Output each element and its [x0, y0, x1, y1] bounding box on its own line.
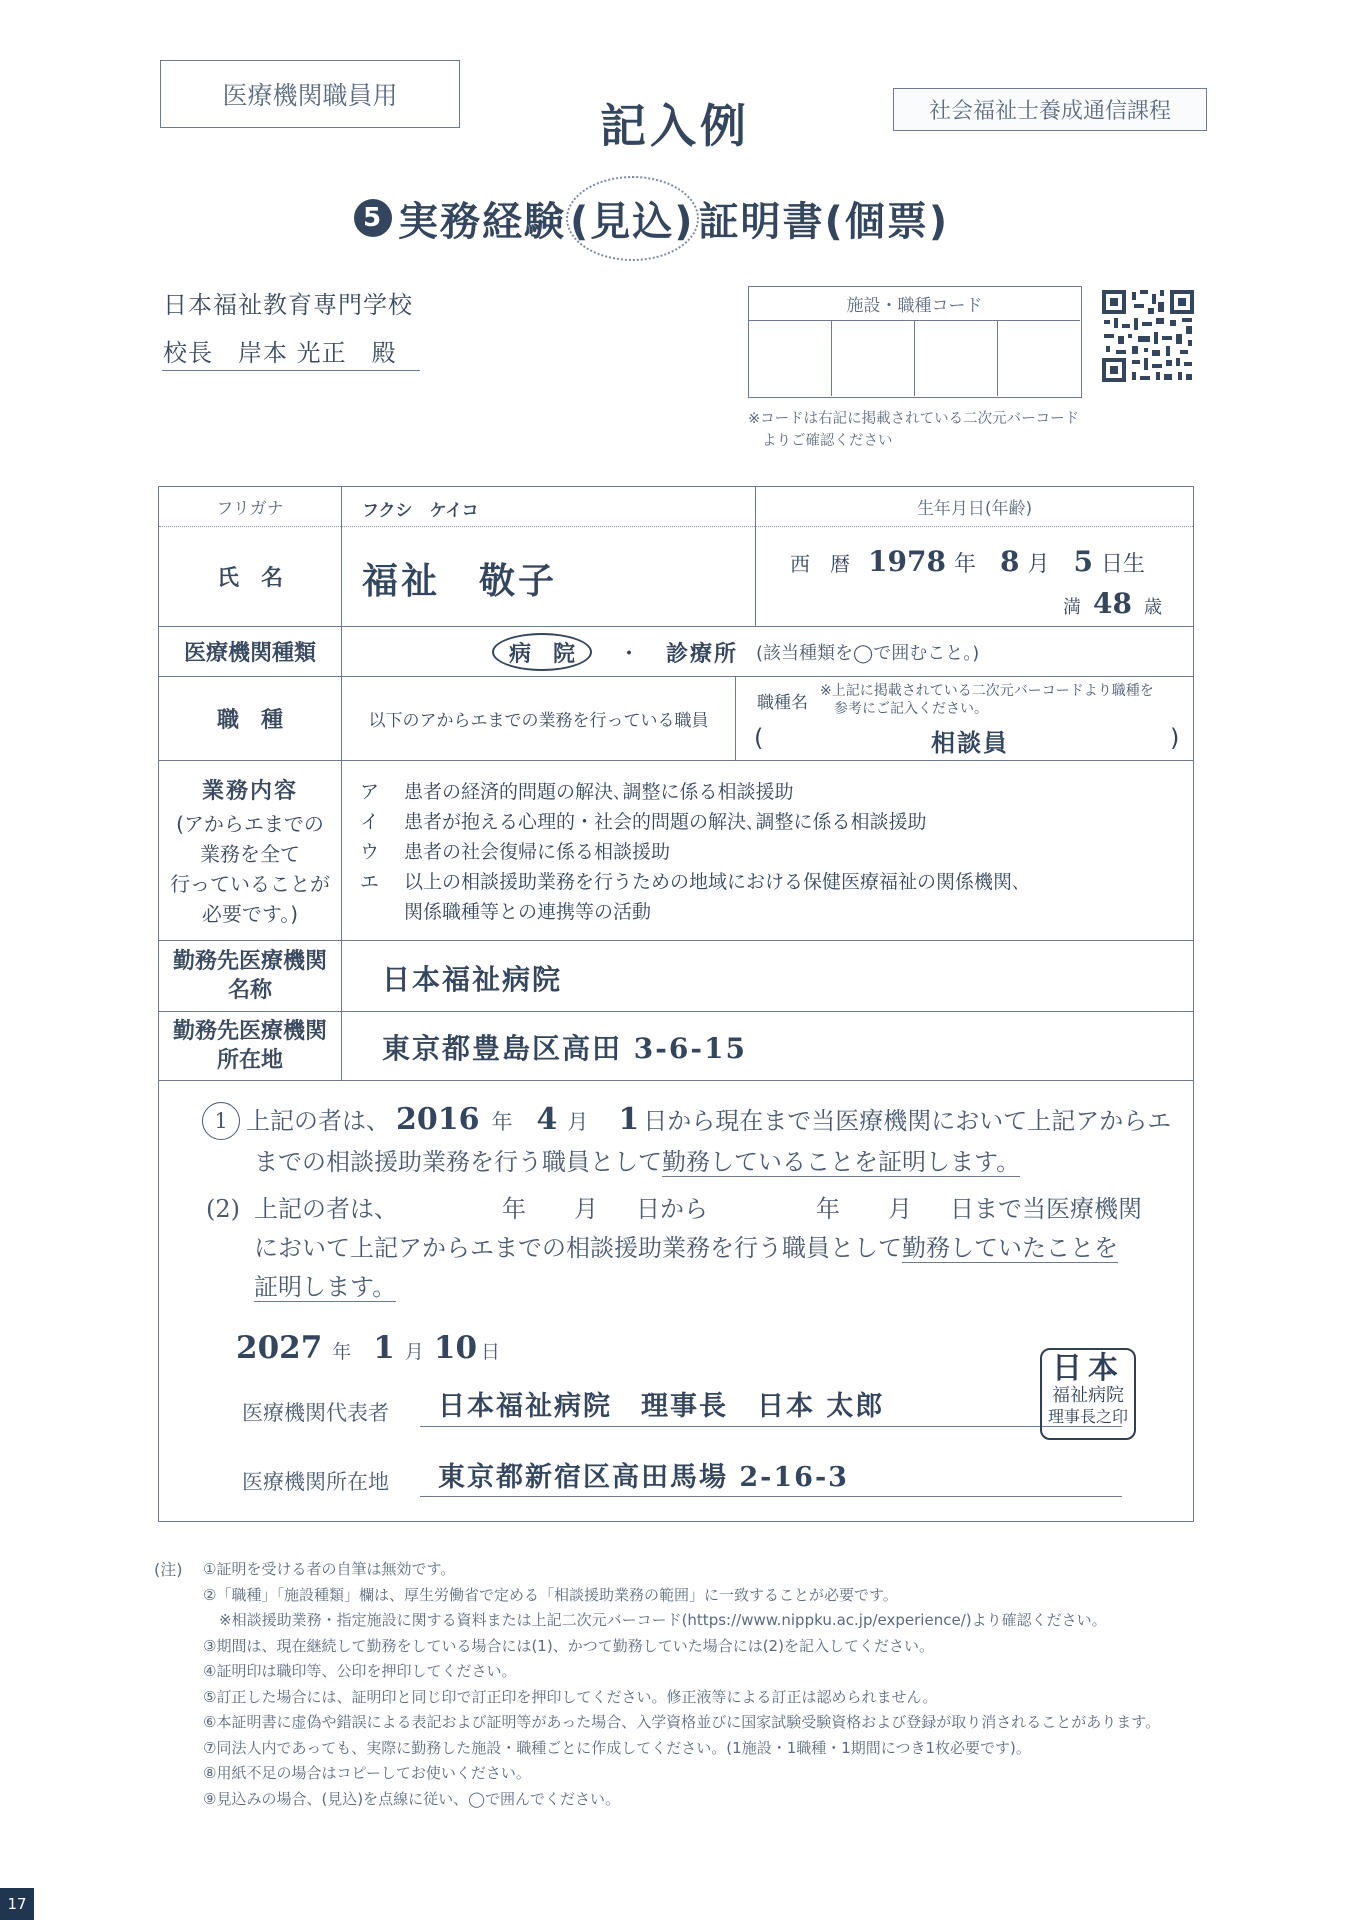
option-2-year-unit-1: 年 [502, 1195, 526, 1223]
dob-month: 8 [999, 545, 1020, 578]
workplace-address-label [159, 1012, 341, 1080]
facility-option-hospital: 病 院 [492, 633, 592, 671]
furigana-label: フリガナ [216, 499, 284, 519]
job-name-value: 相談員 [931, 728, 1009, 757]
option-2-year-unit-2: 年 [816, 1195, 840, 1223]
option-1-mark-number: 1 [214, 1109, 228, 1133]
cert-date-year: 2027 [236, 1330, 323, 1366]
name-value: 福祉 敬子 [362, 560, 558, 602]
job-label: 職 種 [216, 708, 283, 733]
duty-item [360, 777, 1022, 807]
duties-sub-line: (アからエまでの [176, 812, 324, 836]
option-2-line-2a: において上記アからエまでの相談援助業務を行う職員として [254, 1234, 902, 1262]
option-2-text-a: 上記の者は、 [254, 1195, 398, 1223]
row-divider [159, 760, 1193, 761]
doc-title-rest: 証明書(個票) [698, 198, 950, 245]
dob-month-unit: 月 [1027, 552, 1050, 577]
workplace-label [159, 941, 341, 1011]
location-value: 東京都新宿区高田馬場 2-16-3 [438, 1462, 849, 1493]
option-1-month-unit: 月 [567, 1110, 589, 1134]
age-value [1063, 587, 1162, 620]
note-item: ③期間は、現在継続して勤務をしている場合には(1)、かつて勤務していた場合には(2)を記入してください。 [203, 1636, 934, 1655]
location-label: 医療機関所在地 [242, 1470, 389, 1494]
page-number: 17 [7, 1895, 27, 1913]
dob-day-unit: 日生 [1100, 552, 1145, 577]
option-2-line-1 [206, 1190, 1142, 1229]
page-title: 記入例 [600, 99, 750, 153]
dob-year: 1978 [868, 545, 946, 578]
dob-value [790, 545, 1145, 578]
facility-option-separator: ・ [618, 641, 641, 667]
option-2-line-3-text: 証明します。 [254, 1273, 397, 1301]
cert-date-month-unit: 月 [404, 1341, 424, 1363]
note-item: ⑥本証明書に虚偽や錯誤による表記および証明等があった場合、入学資格並びに国家試験受験資格および登録が取り消されることがあります。 [203, 1713, 1161, 1731]
cert-date-day: 10 [433, 1330, 478, 1366]
doc-number: 5 [362, 203, 384, 233]
seal-line: 福祉病院 [1052, 1385, 1124, 1406]
notes-prefix: (注) [154, 1560, 183, 1579]
label-column-divider [341, 487, 342, 1080]
age-unit: 歳 [1143, 597, 1162, 618]
name-label: 氏 名 [216, 566, 283, 591]
certification-option-2 [206, 1190, 1142, 1307]
option-2-line-2b: 勤務していたことを [902, 1234, 1118, 1262]
page-number-badge [0, 1888, 34, 1920]
official-seal-stamp [1040, 1348, 1136, 1440]
dob-year-unit: 年 [953, 552, 976, 577]
workplace-address-value: 東京都豊島区高田 3-6-15 [382, 1032, 747, 1065]
note-item: ⑤訂正した場合には、証明印と同じ印で訂正印を押印してください。修正液等による訂正は認められません。 [203, 1687, 938, 1706]
code-note-line: ※コードは右記に掲載されている二次元バーコード [748, 411, 1080, 427]
representative-underline [420, 1426, 1122, 1427]
duty-text: 患者が抱える心理的・社会的問題の解決､調整に係る相談援助 [404, 811, 927, 833]
duties-label: 業務内容 [201, 779, 298, 804]
note-item: ①証明を受ける者の自筆は無効です。 [203, 1560, 456, 1578]
workplace-label-line: 勤務先医療機関 [172, 949, 327, 974]
duties-label-block [159, 775, 341, 929]
doc-title-main: 実務経験 [398, 198, 566, 245]
duty-text: 患者の社会復帰に係る相談援助 [404, 841, 671, 863]
note-item: ※相談援助業務・指定施設に関する資料または上記二次元バーコード(https://www.nippku.ac.jp/experience/)より確認ください。 [219, 1611, 1107, 1629]
seal-line: 理事長之印 [1047, 1407, 1128, 1426]
furigana-value: フクシ ケイコ [362, 501, 479, 521]
job-name-note-line: 参考にご記入ください。 [834, 701, 988, 717]
cert-date-month: 1 [373, 1330, 395, 1366]
job-name-close: ) [1170, 724, 1180, 752]
option-2-text-rest: 日まで当医療機関 [950, 1195, 1142, 1223]
duty-text: 以上の相談援助業務を行うための地域における保健医療福祉の関係機関､ [404, 871, 1022, 893]
duties-sub-line: 行っていることが [170, 872, 330, 896]
option-1-year-unit: 年 [491, 1110, 513, 1134]
certification-option-1 [202, 1100, 1171, 1182]
duties-list [360, 777, 1022, 927]
job-description: 以下のアからエまでの業務を行っている職員 [368, 711, 709, 731]
option-1-line-1 [202, 1100, 1171, 1142]
facility-type-options [492, 634, 979, 670]
job-name-note-line: ※上記に掲載されている二次元バーコードより職種を [820, 683, 1154, 699]
option-1-mark [202, 1102, 240, 1140]
code-cell-divider [997, 320, 998, 396]
staff-use-label [160, 60, 460, 128]
representative-value: 日本福祉病院 理事長 日本 太郎 [438, 1391, 885, 1422]
doc-title-prospective: (見込) [566, 176, 699, 261]
job-name-open: ( [754, 724, 764, 752]
dob-label: 生年月日(年齢) [916, 499, 1033, 519]
row-divider [159, 1080, 1193, 1081]
age-prefix: 満 [1063, 597, 1081, 618]
duty-text: 関係職種等との連携等の活動 [404, 901, 652, 923]
representative-label: 医療機関代表者 [242, 1401, 389, 1425]
duty-item [360, 837, 1022, 867]
facility-code-label [749, 287, 1080, 320]
code-note-line: よりご確認ください [762, 433, 893, 449]
course-label [893, 88, 1207, 131]
seal-line: 日本 [1052, 1351, 1124, 1386]
addressee-underline [162, 370, 420, 371]
note-item: ⑨見込みの場合、(見込)を点線に従い、◯で囲んでください。 [203, 1789, 620, 1808]
code-cell-divider [831, 320, 832, 396]
duty-mark: イ [360, 811, 380, 833]
facility-code-box [748, 286, 1082, 398]
facility-option-clinic: 診療所 [666, 641, 739, 667]
code-cell-divider [914, 320, 915, 396]
location-underline [420, 1496, 1122, 1497]
option-2-day-unit-1: 日から [636, 1195, 708, 1223]
duty-item [360, 867, 1022, 897]
option-2-mark: (2) [206, 1195, 240, 1223]
qr-code-icon [1100, 288, 1196, 384]
facility-type-label: 医療機関種類 [183, 641, 316, 666]
dob-day: 5 [1073, 545, 1093, 578]
course-text: 社会福祉士養成通信課程 [928, 99, 1171, 124]
dob-era: 西 暦 [790, 552, 850, 576]
duties-sub-line: 必要です。) [201, 902, 299, 926]
duty-item [360, 807, 1022, 837]
option-1-text-rest: 日から現在まで当医療機関において上記アからエ [643, 1107, 1172, 1135]
note-item: ⑦同法人内であっても、実際に勤務した施設・職種ごとに作成してください。(1施設・1職種・1期間につき1枚必要です)。 [203, 1738, 1031, 1757]
document-title [354, 188, 949, 248]
workplace-address-label-line: 勤務先医療機関 [172, 1019, 327, 1044]
doc-number-badge [354, 199, 392, 237]
option-1-text-a: 上記の者は、 [246, 1107, 390, 1135]
duty-mark: ウ [360, 841, 380, 863]
school-name: 日本福祉教育専門学校 [163, 291, 413, 319]
note-item: ⑧用紙不足の場合はコピーしてお使いください。 [203, 1764, 531, 1782]
option-1-year: 2016 [396, 1102, 480, 1137]
duty-mark: エ [360, 871, 380, 893]
job-name-note [820, 682, 1154, 718]
staff-use-text: 医療機関職員用 [222, 81, 398, 110]
note-item: ②「職種」「施設種類」欄は、厚生労働省で定める「相談援助業務の範囲」に一致することが必要です。 [203, 1585, 898, 1604]
job-name-divider [735, 676, 736, 760]
option-1-line-2b: 勤務していることを証明します。 [662, 1148, 1021, 1176]
code-note [748, 408, 1079, 452]
option-1-line-2a: までの相談援助業務を行う職員として [254, 1148, 662, 1176]
cert-date-day-unit: 日 [481, 1341, 501, 1363]
option-2-month-unit-2: 月 [888, 1195, 912, 1223]
option-1-month: 4 [536, 1102, 558, 1137]
option-2-line-3 [206, 1268, 1142, 1307]
job-name-label: 職種名 [757, 693, 808, 713]
duty-item [360, 897, 1022, 927]
option-2-line-2 [206, 1229, 1142, 1268]
certification-date [236, 1330, 500, 1366]
duties-sub-line: 業務を全て [200, 842, 300, 866]
facility-code-label-text: 施設・職種コード [846, 296, 983, 316]
option-1-line-2 [202, 1142, 1171, 1182]
option-2-month-unit-1: 月 [574, 1195, 598, 1223]
age-number: 48 [1093, 587, 1132, 620]
workplace-label-line: 名称 [227, 978, 272, 1003]
facility-type-note: (該当種類を◯で囲むこと。) [756, 643, 980, 664]
principal-name: 校長 岸本 光正 殿 [163, 339, 397, 367]
workplace-address-label-line: 所在地 [216, 1048, 283, 1073]
workplace-value: 日本福祉病院 [382, 963, 563, 996]
note-item: ④証明印は職印等、公印を押印してください。 [203, 1662, 517, 1680]
duty-text: 患者の経済的問題の解決､調整に係る相談援助 [404, 781, 794, 803]
option-1-day: 1 [618, 1102, 640, 1137]
cert-date-year-unit: 年 [332, 1341, 352, 1363]
duty-mark: ア [360, 781, 380, 803]
notes-list [203, 1557, 1160, 1812]
